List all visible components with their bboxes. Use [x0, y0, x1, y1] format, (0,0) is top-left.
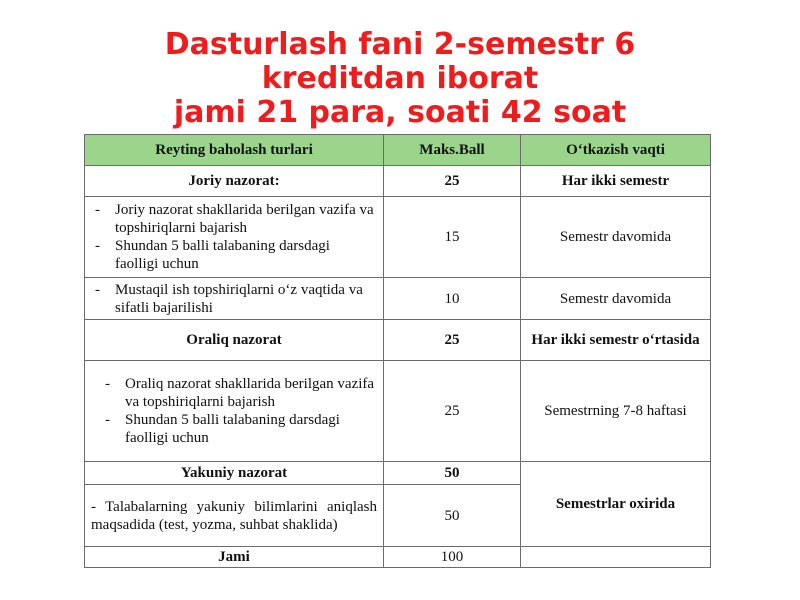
table-row: [85, 547, 711, 568]
table-row: [85, 166, 711, 197]
row-type: Oraliq nazorat: [85, 320, 384, 361]
row-type: Joriy nazorat:: [85, 166, 384, 197]
list-item: - Mustaqil ish topshiriqlarni o‘z vaqtida va sifatli bajarilishi: [91, 281, 377, 317]
row-type: Yakuniy nazorat: [85, 462, 384, 485]
header-rating-types: Reyting baholash turlari: [85, 135, 384, 166]
row-time: Har ikki semestr o‘rtasida: [521, 320, 711, 361]
rating-table: [84, 134, 711, 568]
row-time: [521, 547, 711, 568]
title-line-2: kreditdan iborat: [261, 61, 539, 96]
row-ball: 10: [384, 278, 521, 320]
row-items: [85, 361, 384, 462]
table-row: [85, 320, 711, 361]
row-items: [85, 278, 384, 320]
row-ball: 50: [384, 485, 521, 547]
header-max-ball: Maks.Ball: [384, 135, 521, 166]
row-ball: 25: [384, 361, 521, 462]
table-row: [85, 462, 711, 485]
row-ball: 25: [384, 166, 521, 197]
row-items: [85, 197, 384, 278]
table-row: [85, 361, 711, 462]
list-item: - Oraliq nazorat shakllarida berilgan vazifa va topshiriqlarni bajarish: [101, 375, 377, 411]
row-ball: 25: [384, 320, 521, 361]
list-item: - Shundan 5 balli talabaning darsdagi faolligi uchun: [91, 237, 377, 273]
row-ball: 100: [384, 547, 521, 568]
row-time: Semestrlar oxirida: [521, 462, 711, 547]
title-line-1: Dasturlash fani 2-semestr 6: [164, 28, 636, 62]
list-item: - Joriy nazorat shakllarida berilgan vazifa va topshiriqlarni bajarish: [91, 201, 377, 237]
header-row: [85, 135, 711, 166]
row-time: Semestrning 7-8 haftasi: [521, 361, 711, 462]
slide-title: [0, 28, 800, 134]
row-ball: 50: [384, 462, 521, 485]
row-text: - Talabalarning yakuniy bilimlarini aniqlash maqsadida (test, yozma, suhbat shaklida): [85, 485, 384, 547]
row-ball: 15: [384, 197, 521, 278]
title-line-3: jami 21 para, soati 42 soat: [173, 95, 627, 130]
row-type: Jami: [85, 547, 384, 568]
row-time: Semestr davomida: [521, 278, 711, 320]
list-item: - Shundan 5 balli talabaning darsdagi faolligi uchun: [101, 411, 377, 447]
table-row: [85, 278, 711, 320]
row-time: Har ikki semestr: [521, 166, 711, 197]
table-row: [85, 197, 711, 278]
row-time: Semestr davomida: [521, 197, 711, 278]
header-time: O‘tkazish vaqti: [521, 135, 711, 166]
